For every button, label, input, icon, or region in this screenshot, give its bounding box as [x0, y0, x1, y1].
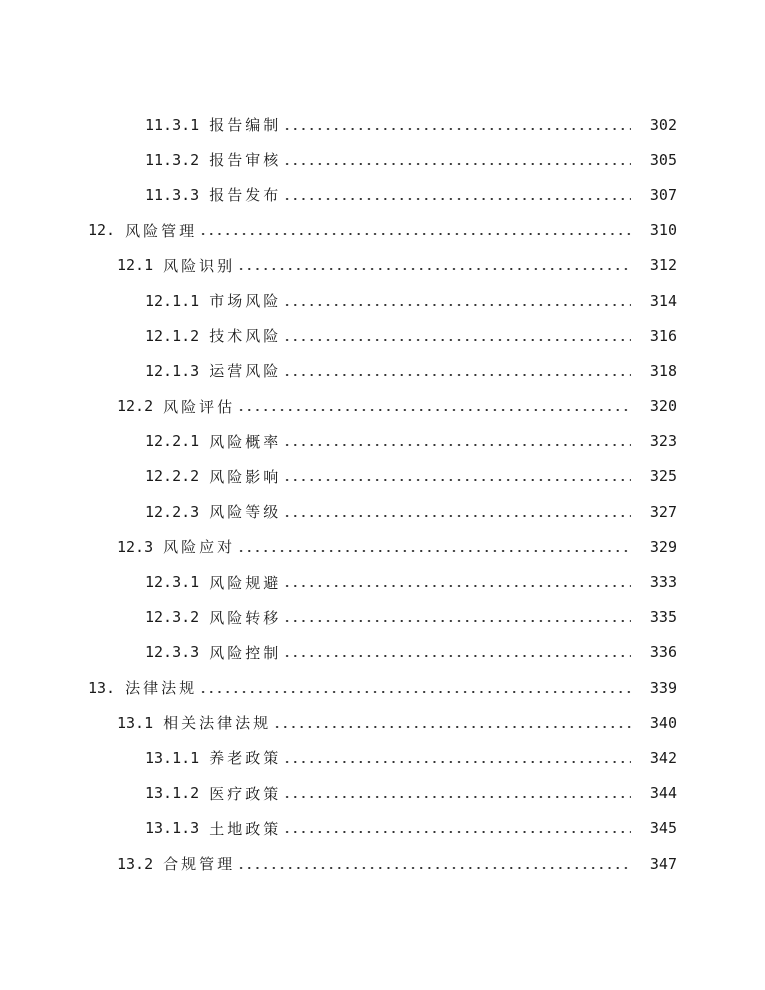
toc-dot-leader [237, 550, 631, 552]
toc-entry[interactable] [0, 389, 765, 424]
toc-entry-label [117, 853, 235, 874]
toc-entry-label [145, 360, 281, 381]
toc-entry[interactable] [0, 283, 765, 318]
toc-dot-leader [283, 163, 631, 165]
toc-page-number: 339 [649, 678, 677, 697]
toc-entry[interactable] [0, 670, 765, 705]
toc-entry[interactable] [0, 564, 765, 599]
toc-entry-label [88, 220, 197, 241]
toc-entry-label [117, 712, 271, 733]
toc-entry-label [117, 536, 235, 557]
toc-section-title: 相关法律法规 [163, 714, 272, 733]
toc-entry-label [145, 325, 281, 346]
toc-entry[interactable] [0, 529, 765, 564]
toc-section-number: 12. [88, 221, 116, 240]
toc-page-number: 333 [649, 573, 677, 592]
toc-page-number: 342 [649, 748, 677, 767]
toc-entry[interactable] [0, 600, 765, 635]
toc-entry-label [145, 501, 281, 522]
toc-entry-label [145, 572, 281, 593]
toc-section-title: 报告发布 [209, 186, 282, 205]
toc-dot-leader [237, 268, 631, 270]
toc-dot-leader [283, 585, 631, 587]
toc-section-number: 12.3.3 [145, 643, 200, 662]
toc-section-number: 11.3.3 [145, 185, 200, 204]
toc-entry-label [145, 290, 281, 311]
toc-section-number: 12.2 [117, 397, 154, 416]
toc-section-number: 11.3.2 [145, 150, 200, 169]
toc-page-number: 335 [649, 608, 677, 627]
toc-page-number: 314 [649, 291, 677, 310]
toc-dot-leader [283, 444, 631, 446]
toc-page-number: 345 [649, 819, 677, 838]
toc-entry[interactable] [0, 494, 765, 529]
toc-dot-leader [283, 515, 631, 517]
toc-entry-label [88, 677, 197, 698]
toc-page-number: 347 [649, 854, 677, 873]
toc-dot-leader [283, 198, 631, 200]
toc-section-number: 12.1 [117, 256, 154, 275]
toc-entry-label [145, 607, 281, 628]
toc-dot-leader [283, 655, 631, 657]
toc-page-number: 307 [649, 185, 677, 204]
toc-section-number: 13.1.3 [145, 819, 200, 838]
toc-dot-leader [199, 233, 631, 235]
toc-section-number: 13. [88, 678, 116, 697]
toc-entry[interactable] [0, 107, 765, 142]
toc-entry[interactable] [0, 459, 765, 494]
toc-dot-leader [283, 479, 631, 481]
toc-entry-label [145, 466, 281, 487]
toc-entry[interactable] [0, 846, 765, 881]
toc-section-title: 市场风险 [209, 292, 282, 311]
toc-entry-label [145, 818, 281, 839]
toc-entry[interactable] [0, 811, 765, 846]
toc-section-title: 风险管理 [125, 221, 198, 240]
toc-section-number: 13.1.1 [145, 748, 200, 767]
toc-page-number: 310 [649, 221, 677, 240]
toc-entry[interactable] [0, 776, 765, 811]
toc-dot-leader [283, 831, 631, 833]
toc-section-title: 风险识别 [163, 256, 236, 275]
toc-entry-label [117, 396, 235, 417]
toc-dot-leader [283, 339, 631, 341]
toc-section-number: 12.2.2 [145, 467, 200, 486]
toc-section-number: 12.3 [117, 537, 154, 556]
toc-page-number: 325 [649, 467, 677, 486]
toc-section-title: 风险控制 [209, 643, 282, 662]
toc-section-title: 风险应对 [163, 538, 236, 557]
toc-page-number: 344 [649, 784, 677, 803]
toc-entry[interactable] [0, 177, 765, 212]
toc-entry[interactable] [0, 318, 765, 353]
toc-dot-leader [283, 128, 631, 130]
toc-entry[interactable] [0, 213, 765, 248]
toc-entry[interactable] [0, 705, 765, 740]
toc-entry[interactable] [0, 142, 765, 177]
toc-section-title: 风险规避 [209, 573, 282, 592]
toc-section-number: 12.1.1 [145, 291, 200, 310]
toc-section-number: 12.1.2 [145, 326, 200, 345]
toc-entry-label [145, 783, 281, 804]
toc-dot-leader [237, 867, 631, 869]
table-of-contents [0, 107, 765, 881]
toc-section-number: 12.3.2 [145, 608, 200, 627]
toc-section-number: 13.1 [117, 713, 154, 732]
toc-section-number: 13.1.2 [145, 784, 200, 803]
toc-page-number: 336 [649, 643, 677, 662]
toc-section-number: 12.1.3 [145, 361, 200, 380]
toc-section-number: 12.2.1 [145, 432, 200, 451]
toc-dot-leader [273, 726, 631, 728]
toc-entry-label [145, 642, 281, 663]
toc-dot-leader [283, 761, 631, 763]
toc-page-number: 329 [649, 537, 677, 556]
toc-section-title: 报告编制 [209, 116, 282, 135]
toc-page-number: 320 [649, 397, 677, 416]
toc-page-number: 327 [649, 502, 677, 521]
toc-section-title: 风险影响 [209, 467, 282, 486]
toc-entry[interactable] [0, 740, 765, 775]
toc-section-number: 11.3.1 [145, 115, 200, 134]
toc-dot-leader [283, 374, 631, 376]
toc-section-title: 法律法规 [125, 679, 198, 698]
toc-section-title: 养老政策 [209, 749, 282, 768]
toc-entry[interactable] [0, 635, 765, 670]
toc-dot-leader [199, 691, 631, 693]
toc-page-number: 340 [649, 713, 677, 732]
toc-section-title: 风险概率 [209, 432, 282, 451]
toc-page-number: 323 [649, 432, 677, 451]
toc-section-number: 12.3.1 [145, 573, 200, 592]
toc-section-title: 技术风险 [209, 327, 282, 346]
toc-entry[interactable] [0, 248, 765, 283]
toc-entry-label [145, 747, 281, 768]
toc-section-title: 运营风险 [209, 362, 282, 381]
toc-dot-leader [283, 304, 631, 306]
toc-entry[interactable] [0, 424, 765, 459]
toc-entry-label [145, 431, 281, 452]
toc-entry-label [145, 149, 281, 170]
toc-entry-label [145, 114, 281, 135]
toc-section-title: 合规管理 [163, 855, 236, 874]
toc-section-title: 土地政策 [209, 819, 282, 838]
toc-section-title: 风险转移 [209, 608, 282, 627]
toc-section-title: 风险等级 [209, 503, 282, 522]
toc-entry-label [145, 184, 281, 205]
toc-page-number: 312 [649, 256, 677, 275]
toc-dot-leader [283, 796, 631, 798]
toc-page-number: 305 [649, 150, 677, 169]
toc-section-title: 风险评估 [163, 397, 236, 416]
toc-section-number: 12.2.3 [145, 502, 200, 521]
toc-entry-label [117, 255, 235, 276]
toc-dot-leader [283, 620, 631, 622]
toc-page-number: 302 [649, 115, 677, 134]
toc-entry[interactable] [0, 353, 765, 388]
toc-dot-leader [237, 409, 631, 411]
toc-section-title: 报告审核 [209, 151, 282, 170]
toc-page-number: 318 [649, 361, 677, 380]
toc-page-number: 316 [649, 326, 677, 345]
toc-section-number: 13.2 [117, 854, 154, 873]
toc-section-title: 医疗政策 [209, 784, 282, 803]
